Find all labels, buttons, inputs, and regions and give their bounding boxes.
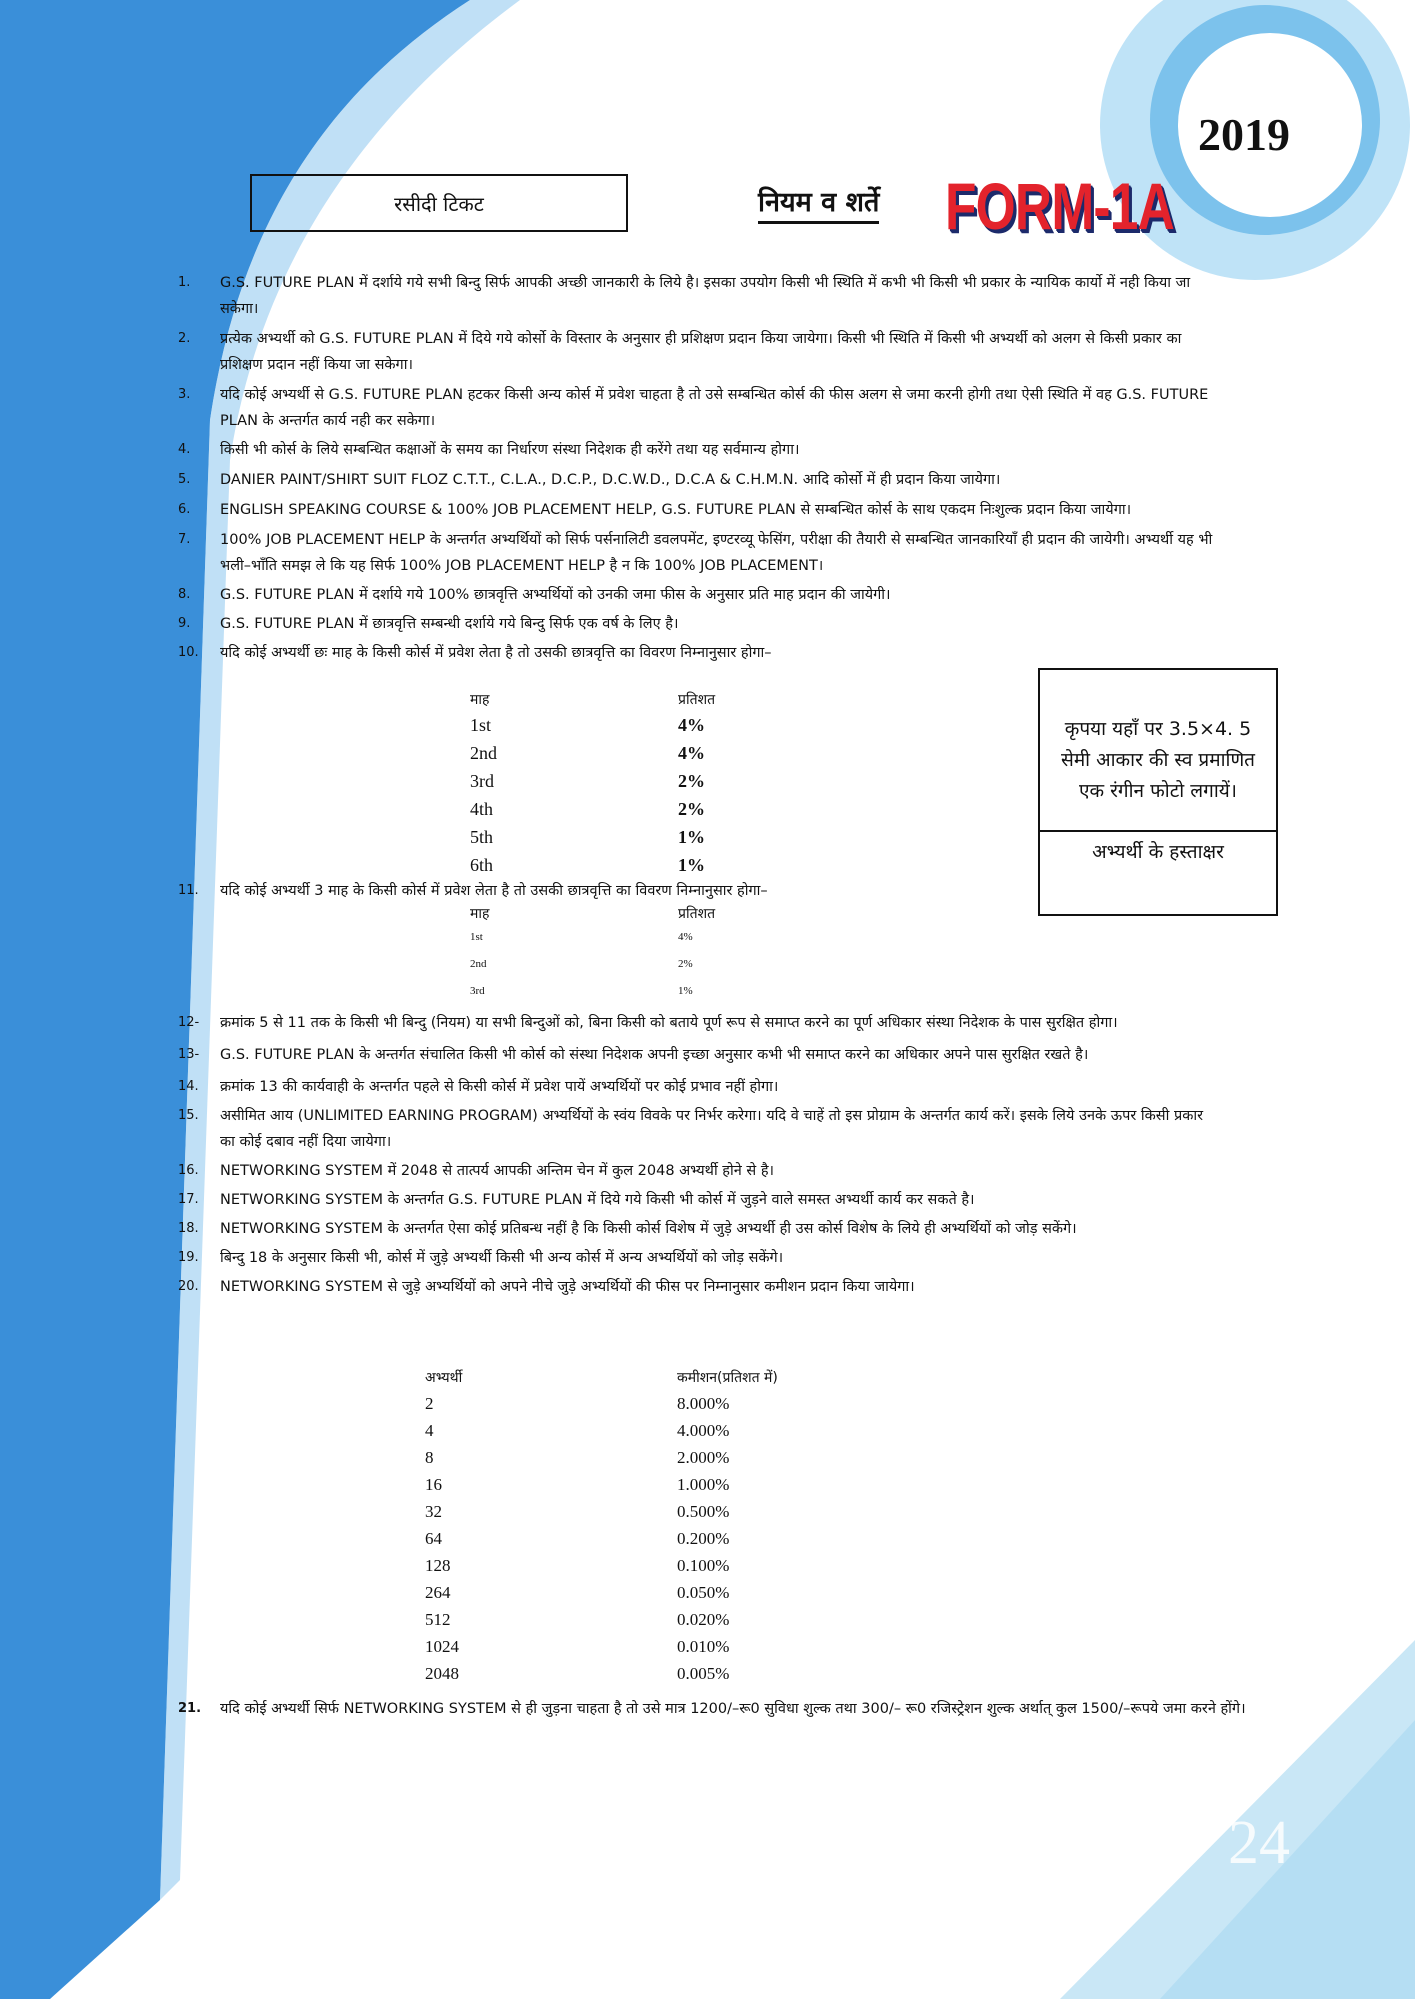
table-row-percent: 2%	[678, 958, 693, 970]
rule-item	[178, 467, 1218, 493]
rule-text: NETWORKING SYSTEM से जुड़े अभ्यर्थियों को अपने नीचे जुड़े अभ्यर्थियों की फीस पर निम्नानुसार कमीशन प्रदान किया जायेगा।	[220, 1279, 915, 1295]
table-row-month: 5th	[470, 827, 494, 847]
rule-text: NETWORKING SYSTEM के अन्तर्गत G.S. FUTURE PLAN में दिये गये किसी भी कोर्स में जुड़ने वाले समस्त अभ्यर्थी कार्य कर सकते है।	[220, 1192, 975, 1208]
rule-number: 4.	[178, 442, 191, 457]
rule-text: असीमित आय (UNLIMITED EARNING PROGRAM) अभ्यर्थियों के स्वंय विवके पर निर्भर करेगा। यदि वे चाहें तो इस प्रोग्राम के अन्तर्गत कार्य करें। इसके लिये उनके ऊपर किसी प्रकार का कोई दबाव नहीं दिया जायेगा।	[220, 1108, 1204, 1150]
form-title: FORM-1A	[945, 169, 1175, 243]
table-row-month: 2nd	[470, 743, 497, 763]
table-row-percent: 2%	[678, 771, 705, 791]
rule-number: 10.	[178, 645, 199, 660]
rule-number: 5.	[178, 472, 191, 487]
rule-item	[178, 1158, 1218, 1184]
signature-divider	[1040, 830, 1276, 832]
rule-text: बिन्दु 18 के अनुसार किसी भी, कोर्स में जुड़े अभ्यर्थी किसी भी अन्य कोर्स में अन्य अभ्यर्थियों को जोड़ सकेंगे।	[220, 1250, 784, 1266]
table-row-commission: 2.000%	[677, 1448, 730, 1467]
table-row-commission: 8.000%	[677, 1394, 730, 1413]
rule-item	[178, 326, 1218, 378]
rule-number: 12-	[178, 1015, 200, 1030]
rule-item	[178, 1042, 1218, 1068]
rule-text: यदि कोई अभ्यर्थी से G.S. FUTURE PLAN हटकर किसी अन्य कोर्स में प्रवेश चाहता है तो उसे सम्बन्धित कोर्स की फीस अलग से जमा करनी होगी तथा ऐसी स्थिति में वह G.S. FUTURE PLAN के अन्तर्गत कार्य नही कर सकेगा।	[220, 387, 1209, 429]
rule-number: 16.	[178, 1163, 199, 1178]
rule-number: 3.	[178, 387, 191, 402]
rule-item	[178, 270, 1218, 322]
year-badge: 2019	[1198, 109, 1290, 160]
rule-item	[178, 582, 1218, 608]
candidate-signature-label: अभ्यर्थी के हस्ताक्षर	[1092, 841, 1224, 863]
rule-item	[178, 527, 1218, 579]
rule-number: 19.	[178, 1250, 199, 1265]
rule-item	[178, 1245, 1218, 1271]
table-row-percent: 4%	[678, 715, 705, 735]
rule-number: 2.	[178, 331, 191, 346]
scholarship-three-month-table	[470, 904, 870, 1004]
table-row-commission: 0.050%	[677, 1583, 730, 1602]
rule-number: 20.	[178, 1279, 199, 1294]
table-row-commission: 0.010%	[677, 1637, 730, 1656]
rule-number: 18.	[178, 1221, 199, 1236]
rule-number: 14.	[178, 1079, 199, 1094]
rule-number: 17.	[178, 1192, 199, 1207]
table-row-candidates: 512	[425, 1610, 451, 1629]
column-header-percent: प्रतिशत	[678, 906, 716, 922]
rule-text: क्रमांक 5 से 11 तक के किसी भी बिन्दु (नियम) या सभी बिन्दुओं को, बिना किसी को बताये पूर्ण रूप से समाप्त करने का पूर्ण अधिकार संस्था निदेशक के पास सुरक्षित होगा।	[220, 1015, 1118, 1031]
rule-item	[178, 611, 1218, 637]
rules-list	[178, 270, 1218, 669]
rule-item	[178, 497, 1218, 523]
table-row-commission: 4.000%	[677, 1421, 730, 1440]
table-row-commission: 0.020%	[677, 1610, 730, 1629]
table-row-month: 2nd	[470, 958, 487, 970]
table-row-percent: 2%	[678, 799, 705, 819]
table-row-percent: 1%	[678, 827, 705, 847]
revenue-stamp-box: रसीदी टिकट	[250, 174, 628, 232]
photo-instruction: कृपया यहाँ पर 3.5×4. 5 सेमी आकार की स्व प्रमाणित एक रंगीन फोटो लगायें।	[1060, 718, 1256, 802]
table-row-month: 4th	[470, 799, 494, 819]
scholarship-six-month-table	[470, 690, 870, 880]
table-row-candidates: 32	[425, 1502, 442, 1521]
table-row-month: 3rd	[470, 985, 485, 997]
rule-text: यदि कोई अभ्यर्थी छः माह के किसी कोर्स में प्रवेश लेता है तो उसकी छात्रवृत्ति का विवरण निम्नानुसार होगा–	[220, 645, 772, 661]
rule-text: DANIER PAINT/SHIRT SUIT FLOZ C.T.T., C.L.A., D.C.P., D.C.W.D., D.C.A & C.H.M.N. आदि कोर्सो में ही प्रदान किया जायेगा।	[220, 472, 1001, 488]
rule-text: यदि कोई अभ्यर्थी सिर्फ NETWORKING SYSTEM से ही जुड़ना चाहता है तो उसे मात्र 1200/–रू0 सुविधा शुल्क तथा 300/– रू0 रजिस्ट्रेशन शुल्क अर्थात् कुल 1500/–रूपये जमा करने होंगे।	[220, 1701, 1246, 1717]
rule-text: 100% JOB PLACEMENT HELP के अन्तर्गत अभ्यर्थियों को सिर्फ पर्सनालिटी डवलपमेंट, इण्टरव्यू फेसिंग, परीक्षा की तैयारी से सम्बन्धित जानकारियाँ ही प्रदान की जायेगी। अभ्यर्थी यह भी भली–भाँति समझ ले कि यह सिर्फ 100% JOB PLACEMENT HELP है न कि 100% JOB PLACEMENT।	[220, 532, 1213, 574]
column-header-commission: कमीशन(प्रतिशत में)	[677, 1370, 778, 1386]
page-number: 24	[1228, 1809, 1290, 1877]
rule-text: G.S. FUTURE PLAN में दर्शाये गये सभी बिन्दु सिर्फ आपकी अच्छी जानकारी के लिये है। इसका उपयोग किसी भी स्थिति में कभी भी किसी भी प्रकार के न्यायिक कार्यो में नही किया जा सकेगा।	[220, 275, 1191, 317]
column-header-candidates: अभ्यर्थी	[425, 1370, 463, 1386]
rule-text: प्रत्येक अभ्यर्थी को G.S. FUTURE PLAN में दिये गये कोर्सो के विस्तार के अनुसार ही प्रशिक्षण प्रदान किया जायेगा। किसी भी स्थिति में किसी भी अभ्यर्थी को अलग से किसी प्रकार का प्रशिक्षण प्रदान नहीं किया जा सकेगा।	[220, 331, 1182, 373]
table-row-candidates: 1024	[425, 1637, 459, 1656]
table-row-candidates: 16	[425, 1475, 442, 1494]
rule-item	[178, 1010, 1218, 1036]
terms-heading: नियम व शर्ते	[758, 182, 879, 224]
rule-text: NETWORKING SYSTEM के अन्तर्गत ऐसा कोई प्रतिबन्ध नहीं है कि किसी कोर्स विशेष में जुड़े अभ्यर्थी ही उस कोर्स विशेष के लिये ही अभ्यर्थियों को जोड़ सकेंगे।	[220, 1221, 1077, 1237]
table-row-candidates: 8	[425, 1448, 434, 1467]
table-row-percent: 1%	[678, 855, 705, 875]
table-row-candidates: 2048	[425, 1664, 459, 1683]
table-row-month: 1st	[470, 931, 483, 943]
rule-number: 15.	[178, 1108, 199, 1123]
rule-number: 11.	[178, 883, 199, 898]
rule-item	[178, 640, 1218, 666]
table-row-candidates: 128	[425, 1556, 451, 1575]
rule-item	[178, 1216, 1218, 1242]
table-row-commission: 0.200%	[677, 1529, 730, 1548]
table-row-month: 1st	[470, 715, 492, 735]
photo-placeholder-box	[1038, 668, 1278, 916]
table-row-candidates: 64	[425, 1529, 442, 1548]
rule-number: 7.	[178, 532, 191, 547]
table-row-month: 6th	[470, 855, 494, 875]
rule-item	[178, 1074, 1218, 1100]
rule-item	[178, 1103, 1218, 1155]
commission-table	[425, 1368, 845, 1694]
table-row-percent: 4%	[678, 931, 693, 943]
rule-text: यदि कोई अभ्यर्थी 3 माह के किसी कोर्स में प्रवेश लेता है तो उसकी छात्रवृत्ति का विवरण निम्नानुसार होगा–	[220, 883, 768, 899]
rule-text: NETWORKING SYSTEM में 2048 से तात्पर्य आपकी अन्तिम चेन में कुल 2048 अभ्यर्थी होने से है।	[220, 1163, 775, 1179]
rule-item	[178, 1696, 1260, 1722]
table-row-commission: 0.100%	[677, 1556, 730, 1575]
column-header-month: माह	[470, 692, 490, 708]
rule-item	[178, 1187, 1218, 1213]
rule-number: 8.	[178, 587, 191, 602]
column-header-month: माह	[470, 906, 490, 922]
rule-text: G.S. FUTURE PLAN में छात्रवृत्ति सम्बन्धी दर्शाये गये बिन्दु सिर्फ एक वर्ष के लिए है।	[220, 616, 679, 632]
table-row-commission: 0.500%	[677, 1502, 730, 1521]
table-row-commission: 1.000%	[677, 1475, 730, 1494]
rule-number: 6.	[178, 502, 191, 517]
table-row-month: 3rd	[470, 771, 494, 791]
column-header-percent: प्रतिशत	[678, 692, 716, 708]
rules-list-continued	[178, 1010, 1218, 1303]
table-row-percent: 1%	[678, 985, 693, 997]
table-row-percent: 4%	[678, 743, 705, 763]
rule-number: 9.	[178, 616, 191, 631]
table-row-candidates: 4	[425, 1421, 434, 1440]
table-row-candidates: 2	[425, 1394, 434, 1413]
rule-number: 1.	[178, 275, 191, 290]
rule-text: G.S. FUTURE PLAN के अन्तर्गत संचालित किसी भी कोर्स को संस्था निदेशक अपनी इच्छा अनुसार कभी भी समाप्त करने का अधिकार अपने पास सुरक्षित रखते है।	[220, 1047, 1089, 1063]
rule-item	[178, 1274, 1218, 1300]
rule-item	[178, 382, 1218, 434]
rule-number: 13-	[178, 1047, 200, 1062]
rule-text: क्रमांक 13 की कार्यवाही के अन्तर्गत पहले से किसी कोर्स में प्रवेश पायें अभ्यर्थियों पर कोई प्रभाव नहीं होगा।	[220, 1079, 779, 1095]
rule-text: ENGLISH SPEAKING COURSE & 100% JOB PLACEMENT HELP, G.S. FUTURE PLAN से सम्बन्धित कोर्स के साथ एकदम निःशुल्क प्रदान किया जायेगा।	[220, 502, 1132, 518]
rule-text: किसी भी कोर्स के लिये सम्बन्धित कक्षाओं के समय का निर्धारण संस्था निदेशक ही करेंगे तथा यह सर्वमान्य होगा।	[220, 442, 800, 458]
table-row-commission: 0.005%	[677, 1664, 730, 1683]
rule-item	[178, 437, 1218, 463]
rule-number: 21.	[178, 1701, 202, 1716]
table-row-candidates: 264	[425, 1583, 451, 1602]
rule-text: G.S. FUTURE PLAN में दर्शाये गये 100% छात्रवृत्ति अभ्यर्थियों को उनकी जमा फीस के अनुसार प्रति माह प्रदान की जायेगी।	[220, 587, 891, 603]
